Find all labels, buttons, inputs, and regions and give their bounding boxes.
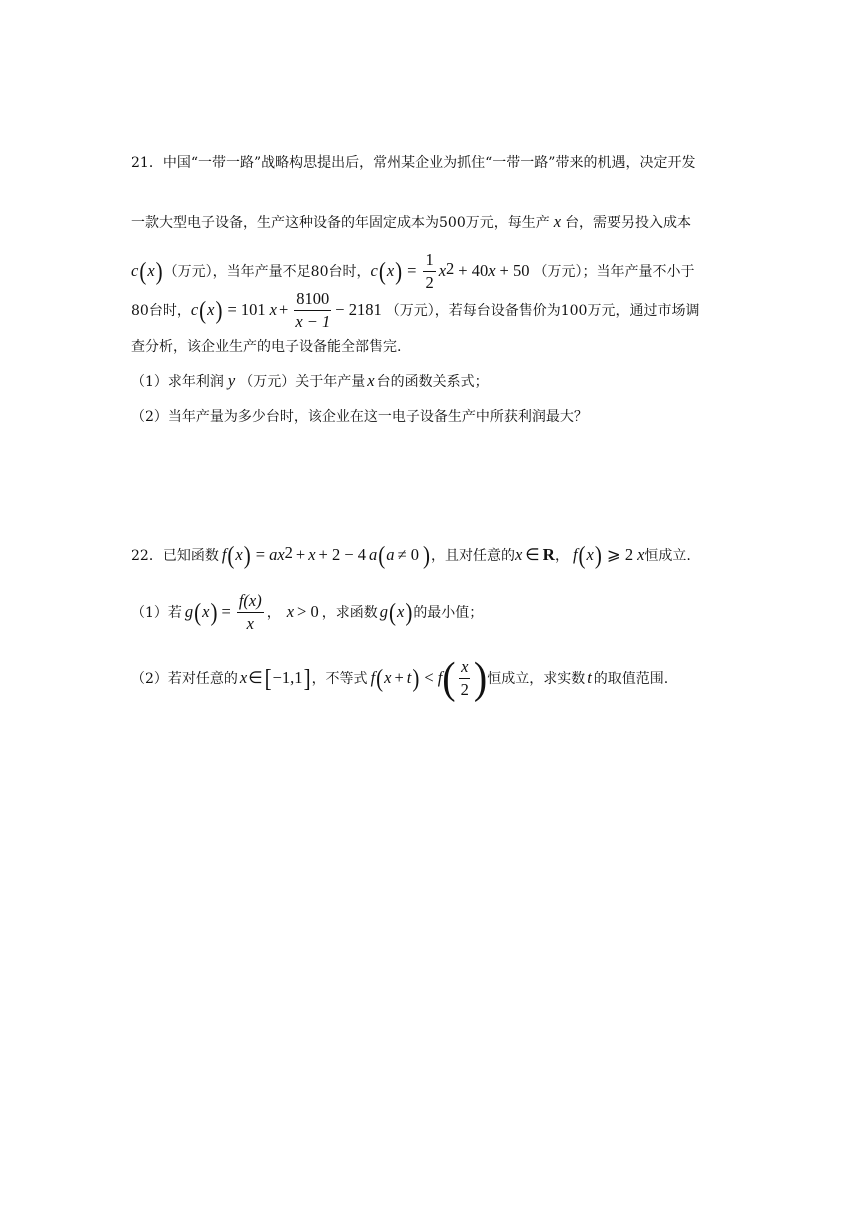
fraction-f-over-x: $\frac{f(x)}{x}$: [238, 590, 262, 633]
q22-part1-text-c: ，求函数: [321, 605, 378, 621]
q21-line2: [131, 212, 691, 232]
q22-part2-text-a: （2）若对任意的: [131, 671, 238, 687]
q22-line1-text-d: 恒成立.: [644, 548, 691, 564]
fraction-8100: $\frac{8100}{x - 1}$: [295, 288, 331, 331]
q21-part1-text-a: （1）求年利润: [131, 374, 224, 390]
q21-line1: 21．中国“一带一路”战略构思提出后，常州某企业为抓住“一带一路”带来的机遇，决定开发: [131, 155, 696, 171]
var-y: y: [227, 371, 236, 390]
q22-line1-text-b: ，且对任意的: [430, 548, 515, 564]
q22-part1-text-a: （1）若: [131, 605, 182, 621]
q21-part1: （1）求年利润 y （万元）关于年产量 x 台的函数关系式；: [131, 371, 489, 390]
q21-line2-text-a: 一款大型电子设备，生产这种设备的年固定成本为500万元，每生产: [131, 215, 550, 231]
fraction-x-over-2: $\frac{x}{2}$: [460, 656, 469, 699]
q22-line1: 22．已知函数 f ( x ) = ax $^2$ + x + 2 − 4 a ( a ≠ 0 ) ，且对任意的 x ∈ R ， f ( x ) ⩾ 2 x 恒成立.: [131, 540, 691, 569]
q21-line3-text-a: （万元），当年产量不足80台时，: [163, 264, 371, 280]
q21-line2-text-b: 台，需要另投入成本: [565, 215, 692, 231]
q21-line3-text-b: （万元）；当年产量不小于: [533, 264, 695, 280]
q22-part2-text-b: ，不等式: [311, 671, 368, 687]
q22-part1: （1）若 g ( x ) = $\frac{f(x)}{x}$ ， x > 0 ，求函数 g ( x ) 的最小值；: [131, 590, 484, 633]
q21-line5: 查分析，该企业生产的电子设备能全部售完.: [131, 339, 402, 355]
q21-line4-text-b: （万元），若每台设备售价为100万元，通过市场调: [385, 303, 700, 319]
q21-part2: （2）当年产量为多少台时，该企业在这一电子设备生产中所获利润最大？: [131, 409, 588, 425]
q22-line1-text-c: ，: [554, 548, 569, 564]
q22-part2-text-c: 恒成立，求实数: [487, 671, 586, 687]
q21-part1-text-c: 台的函数关系式；: [376, 374, 489, 390]
q21-line4: 80台时， c ( x ) = 101 x + $\frac{8100}{x - 1}$ − 2181 （万元），若每台设备售价为100万元，通过市场调: [131, 288, 700, 331]
fraction-one-half: $\frac{1}{2}$: [425, 249, 434, 292]
q21-line4-text-a: 80台时，: [131, 303, 191, 319]
q22-part1-text-b: ，: [266, 605, 281, 621]
q22-part2-text-d: 的取值范围.: [593, 671, 669, 687]
cost-function-c: c: [131, 261, 139, 280]
q22-part2: （2）若对任意的 x ∈ [ −1,1 ] ，不等式 f ( x + t ) < f ( $\frac{x}{2}$ ) 恒成立，求实数 t 的取值范围.: [131, 652, 669, 703]
q21-line3: c ( x ) （万元），当年产量不足80台时， c ( x ) = $\frac{1}{2}$ x $^2$ + 40 x + 50 （万元）；当年产量不小于: [131, 249, 695, 292]
q22-part1-text-d: 的最小值；: [413, 605, 484, 621]
var-x: x: [553, 212, 562, 231]
q21-part1-text-b: （万元）关于年产量: [239, 374, 366, 390]
q22-line1-text-a: 22．已知函数: [131, 548, 219, 564]
